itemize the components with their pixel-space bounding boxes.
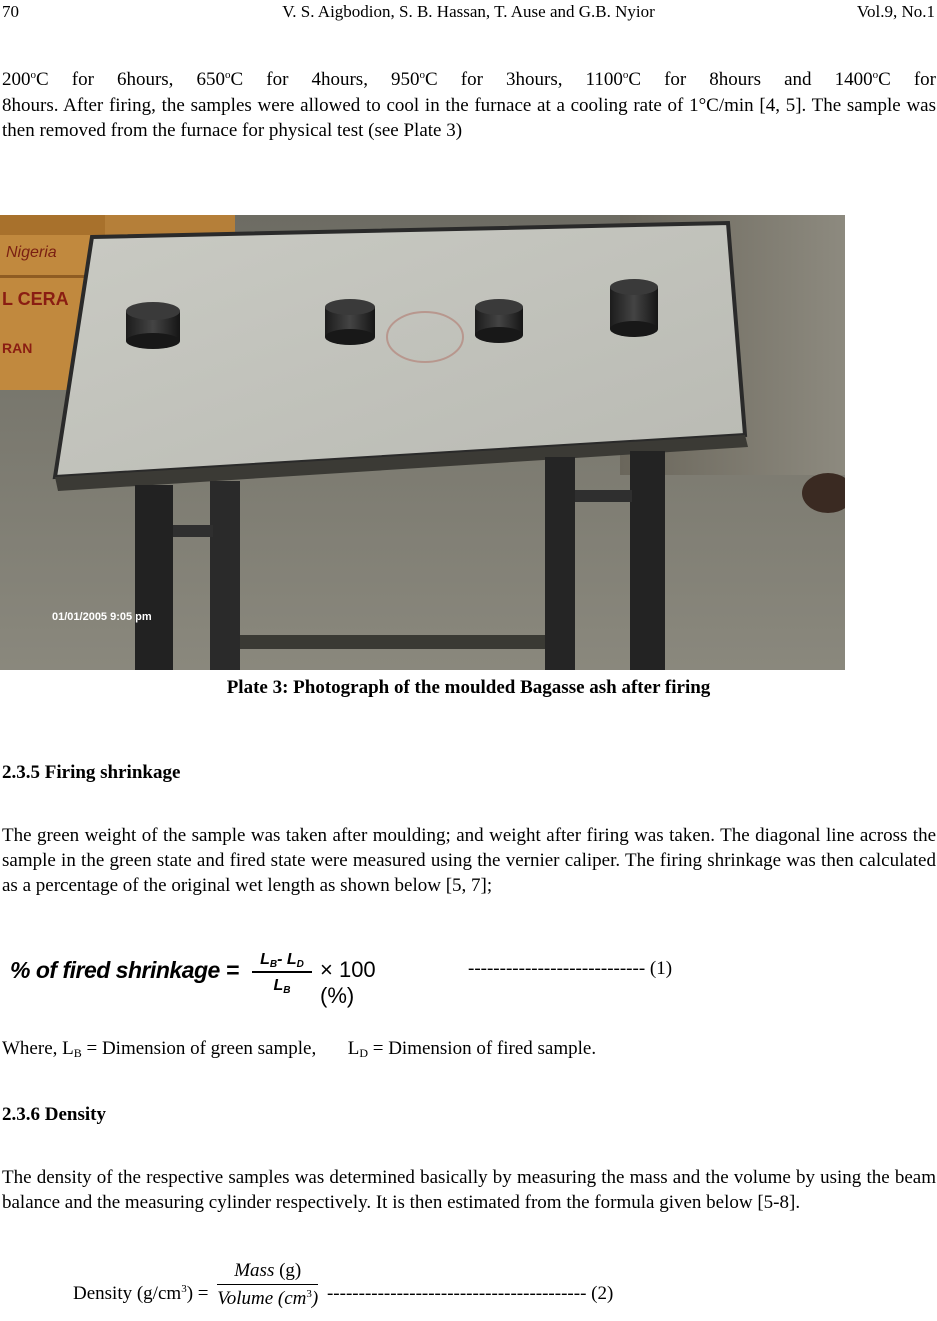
intro-text-segment: C for 3hours, 1100 <box>425 69 623 90</box>
running-header-volume: Vol.9, No.1 <box>856 2 935 21</box>
running-header-authors: V. S. Aigbodion, S. B. Hassan, T. Ause and G.B. Nyior <box>282 2 655 21</box>
degree-superscript: o <box>419 69 426 81</box>
degree-superscript: o <box>622 69 629 81</box>
section-heading-density: 2.3.6 Density <box>2 1104 106 1125</box>
density-denominator: Volume $(cm^3)$ <box>217 1288 319 1309</box>
page-number: 70 <box>2 2 19 21</box>
box-label-2: L CERA <box>2 289 69 309</box>
section-heading-firing-shrinkage: 2.3.5 Firing shrinkage <box>2 762 181 783</box>
firing-shrinkage-paragraph: The green weight of the sample was taken after moulding; and weight after firing was taken. The diagonal line across the sample in the green state and fired state were measured using the vernier caliper. The firing shrinkage was then calculated as a percentage of the original wet length as shown below [5, 7]; <box>2 825 936 896</box>
formula-denominator: $L_B$ <box>273 977 291 996</box>
formula-lhs: % of fired shrinkage = <box>10 957 239 983</box>
degree-superscript: o <box>225 69 231 81</box>
intro-paragraph: 8hours. After firing, the samples were allowed to cool in the furnace at a cooling rate of 1°C/min [4, 5]. The sample was then removed from the furnace for physical test (see Plate 3) <box>2 95 936 141</box>
table-leg <box>135 485 173 670</box>
box-label: Nigeria <box>6 244 57 261</box>
degree-superscript: o <box>30 69 36 81</box>
formula-multiplier: × 100 (%) <box>320 957 376 1008</box>
intro-text-segment: C for 4hours, 950 <box>230 69 420 90</box>
intro-text-segment: C for 6hours, 650 <box>36 69 226 90</box>
photo-timestamp: 01/01/2005 9:05 pm <box>52 611 152 623</box>
equation-2-number: ----------------------------------------- (2) <box>326 1283 614 1305</box>
intro-text-segment: 200 <box>2 69 31 90</box>
density-formula: Density $(g/cm^3)$ = $\frac{\text{Mass (g)}}{Volume (cm^3)}$ ----------------------------------------- (2) <box>73 1260 614 1309</box>
box-label-3: RAN <box>2 340 33 356</box>
table-top <box>55 223 745 477</box>
fired-shrinkage-formula <box>10 951 410 1011</box>
plate-caption: Plate 3: Photograph of the moulded Bagasse ash after firing <box>226 677 711 698</box>
plate-3-photograph <box>0 215 845 670</box>
where-definitions: Where, $L_B$ = Dimension of green sample, $L_D$ = Dimension of fired sample. <box>2 1038 597 1060</box>
intro-text-segment: C for <box>878 69 937 90</box>
formula-numerator: $L_B-$ $L_D$ <box>252 951 312 973</box>
equation-1-number: ---------------------------- (1) <box>468 958 673 979</box>
degree-superscript: o <box>872 69 879 81</box>
intro-text-segment: C for 8hours and 1400 <box>628 69 873 90</box>
intro-first-line <box>2 67 936 92</box>
density-numerator: Mass (g) <box>217 1260 318 1285</box>
density-paragraph: The density of the respective samples was determined basically by measuring the mass and the volume by using the beam balance and the measuring cylinder respectively. It is then estimated from the formula given below [5-8]. <box>2 1167 936 1213</box>
